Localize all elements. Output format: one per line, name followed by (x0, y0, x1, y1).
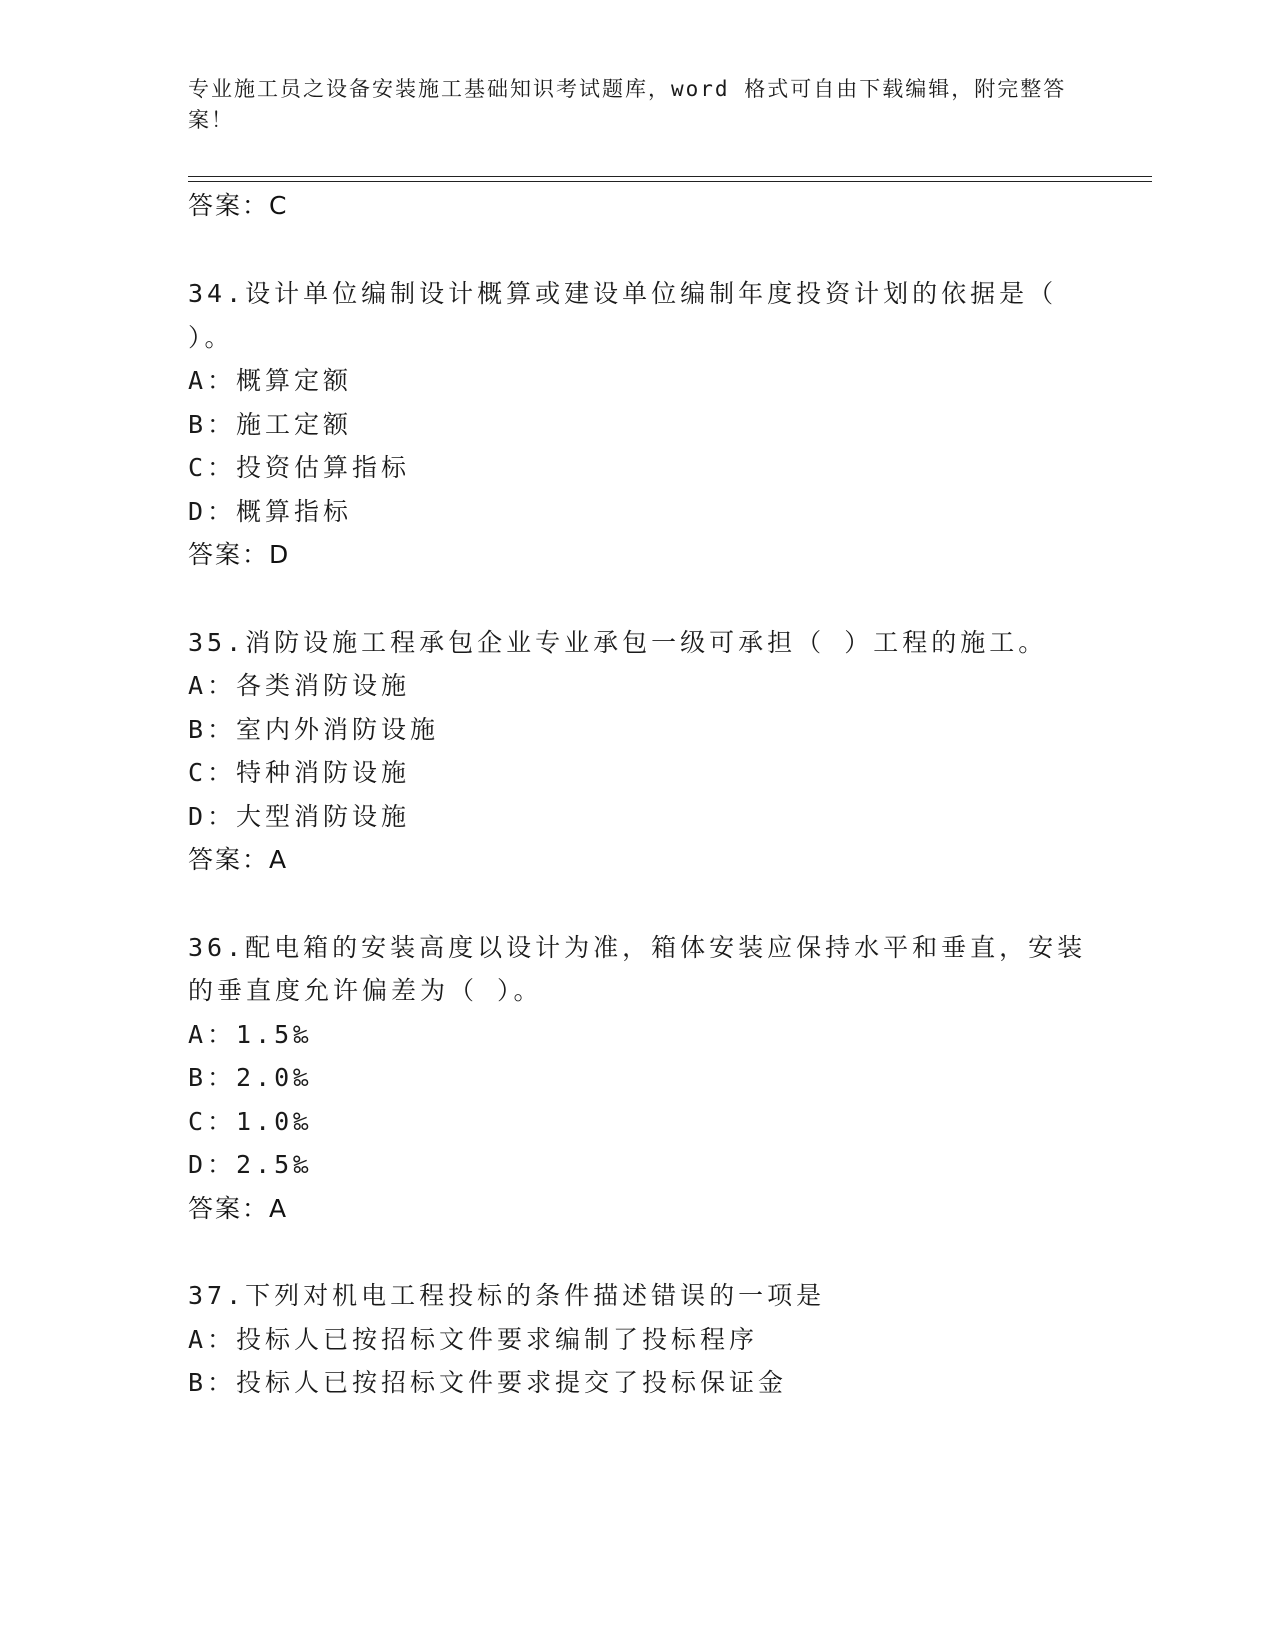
question-36-option-a: A：1.5‰ (188, 1020, 313, 1049)
question-34-option-b: B：施工定额 (188, 410, 353, 439)
question-35-option-b: B：室内外消防设施 (188, 715, 440, 744)
question-35-option-a: A：各类消防设施 (188, 671, 411, 700)
header-divider-top (188, 176, 1152, 177)
header-divider-bottom (188, 181, 1152, 182)
answer-line: 答案：C (188, 191, 289, 220)
question-35-option-d: D：大型消防设施 (188, 802, 411, 831)
question-35-answer: 答案：A (188, 845, 289, 874)
question-34-text: 34.设计单位编制设计概算或建设单位编制年度投资计划的依据是（ (188, 279, 1058, 308)
question-34-answer: 答案：D (188, 540, 291, 569)
question-34-text-cont: ）。 (188, 323, 234, 352)
question-34-option-d: D：概算指标 (188, 497, 353, 526)
question-36-option-b: B：2.0‰ (188, 1063, 313, 1092)
question-36-text: 36.配电箱的安装高度以设计为准，箱体安装应保持水平和垂直，安装 (188, 933, 1087, 962)
question-35-text: 35.消防设施工程承包企业专业承包一级可承担（ ）工程的施工。 (188, 628, 1048, 657)
question-34-option-c: C：投资估算指标 (188, 453, 411, 482)
question-36-answer: 答案：A (188, 1194, 289, 1223)
question-37-option-a: A：投标人已按招标文件要求编制了投标程序 (188, 1325, 759, 1354)
question-35-option-c: C：特种消防设施 (188, 758, 411, 787)
question-36-text-cont: 的垂直度允许偏差为（ ）。 (188, 976, 543, 1005)
question-36-option-d: D：2.5‰ (188, 1150, 313, 1179)
question-34-option-a: A：概算定额 (188, 366, 353, 395)
question-37-text: 37.下列对机电工程投标的条件描述错误的一项是 (188, 1281, 826, 1310)
question-36-option-c: C：1.0‰ (188, 1107, 313, 1136)
document-header: 专业施工员之设备安装施工基础知识考试题库，word 格式可自由下载编辑，附完整答案！ (188, 77, 1067, 132)
question-37-option-b: B：投标人已按招标文件要求提交了投标保证金 (188, 1368, 788, 1397)
